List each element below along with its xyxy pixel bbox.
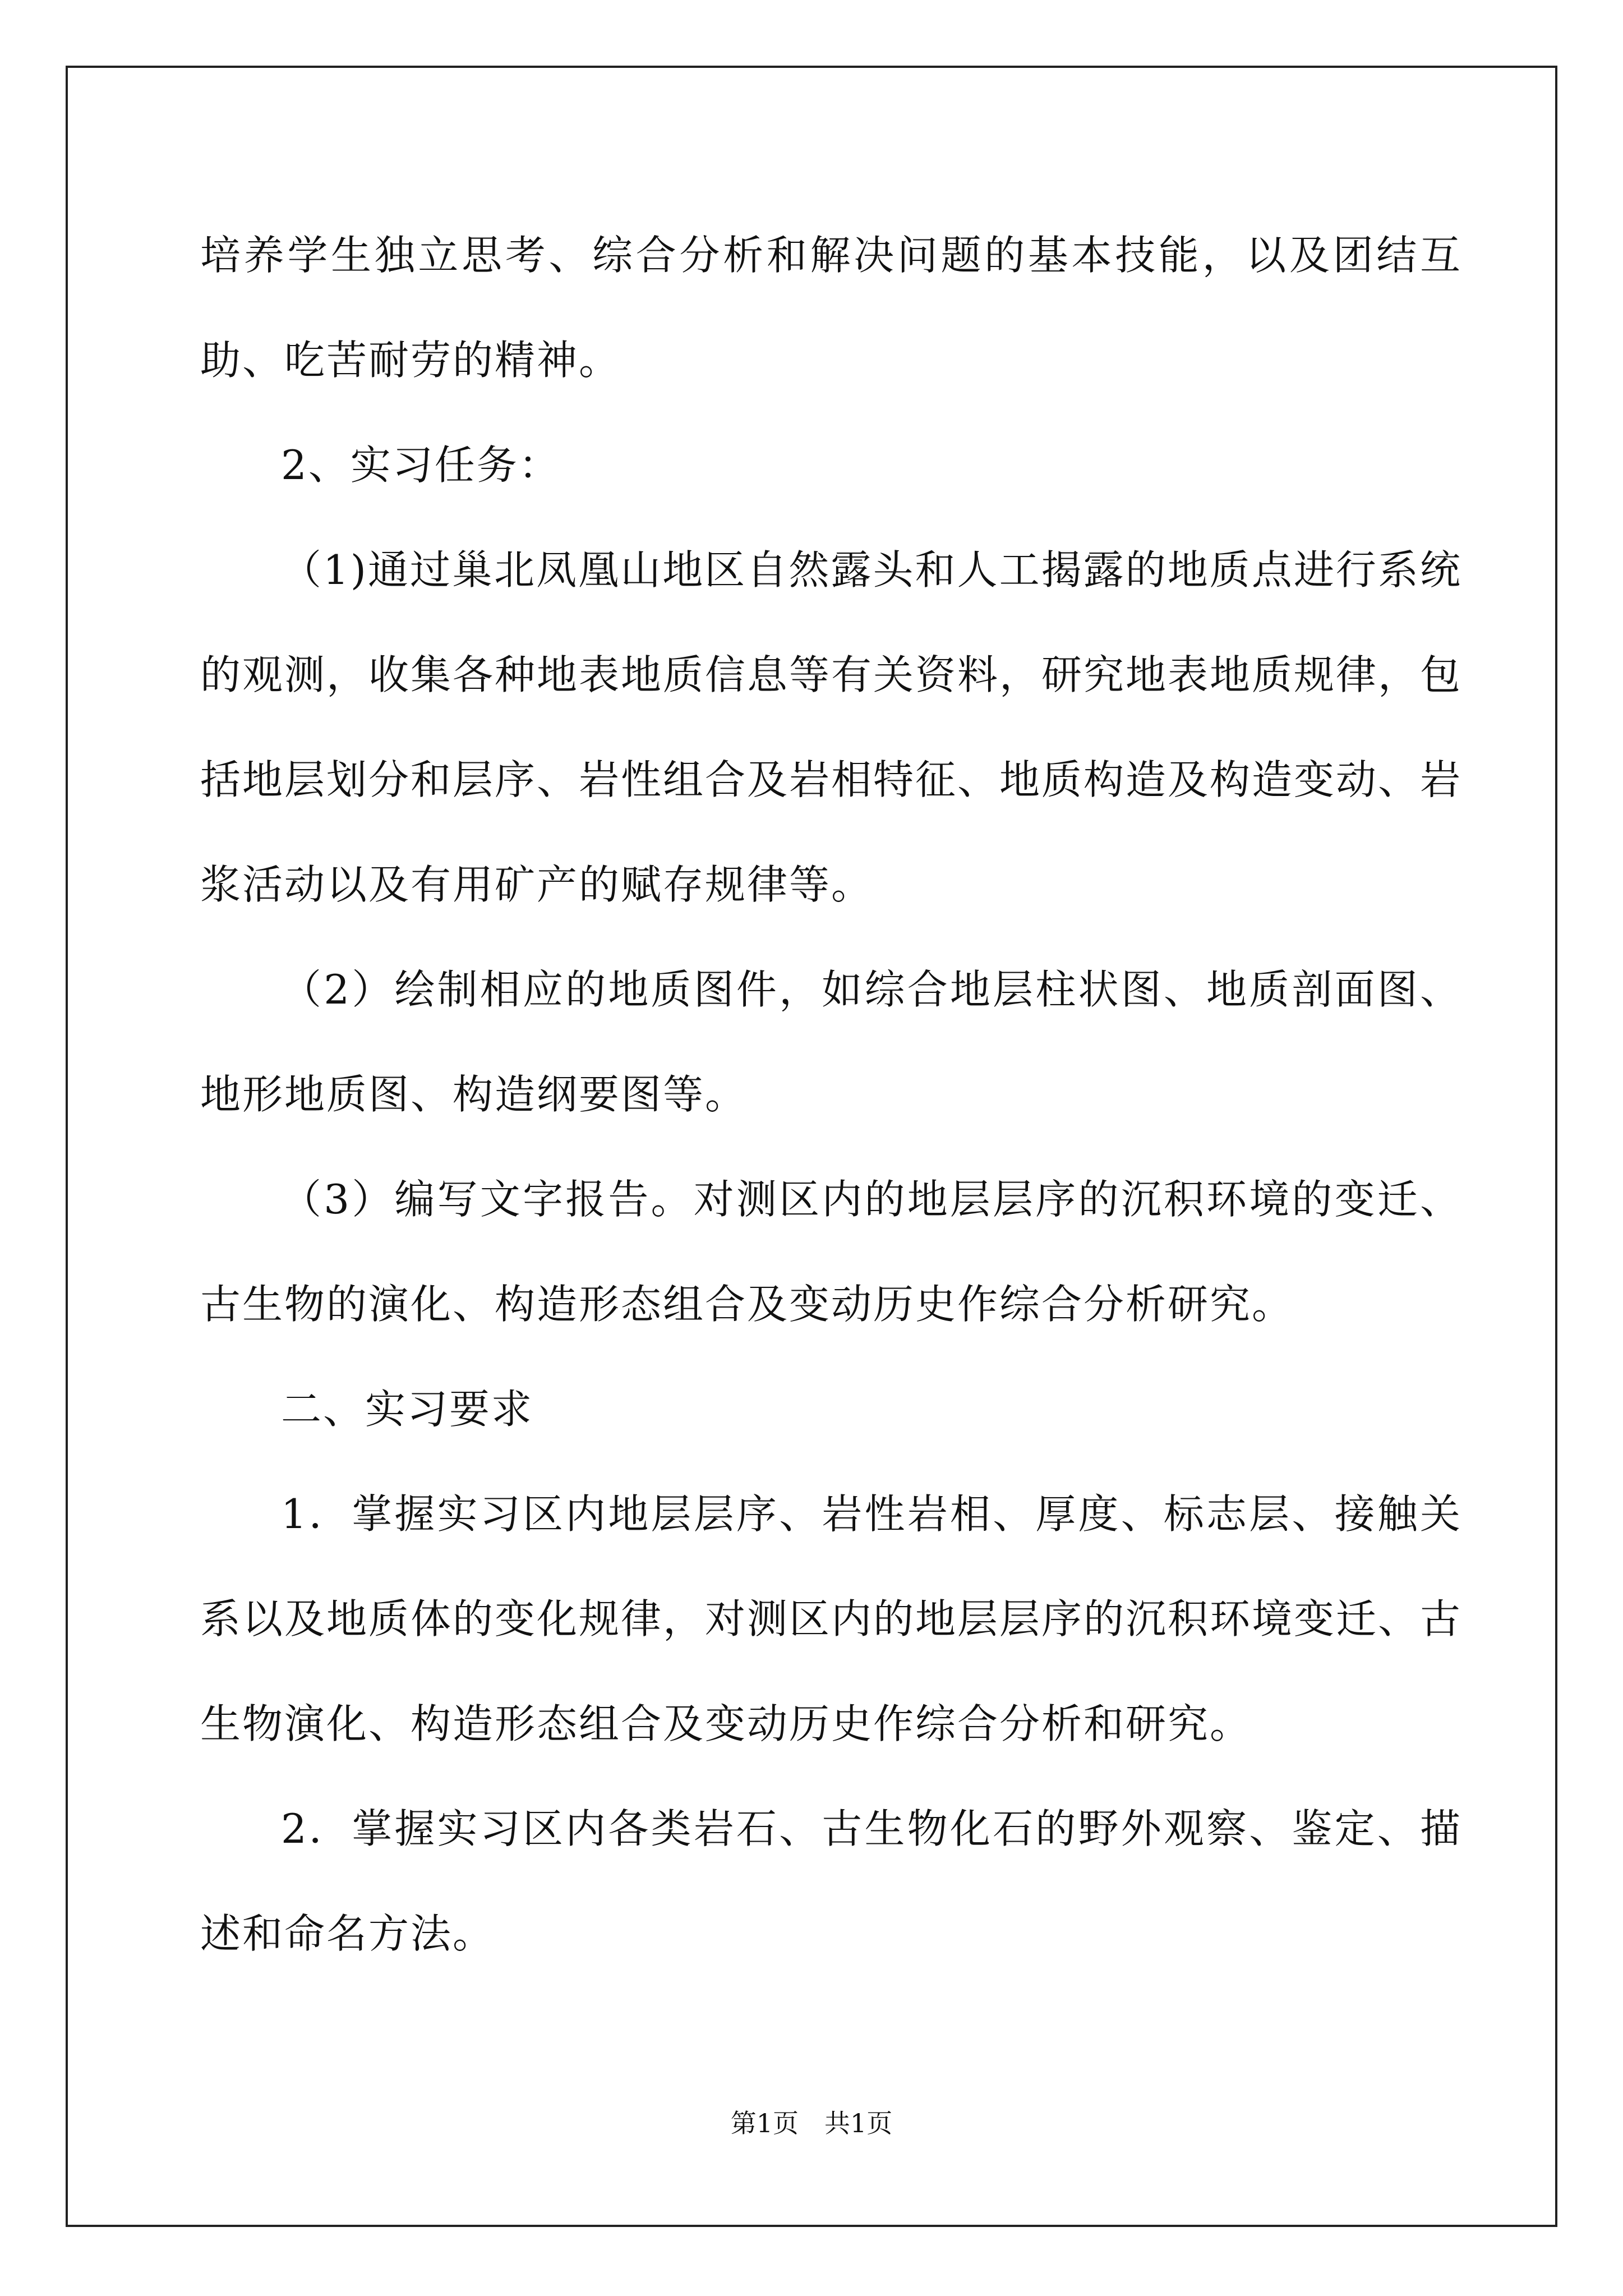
paragraph: （2）绘制相应的地质图件，如综合地层柱状图、地质剖面图、地形地质图、构造纲要图等。	[200, 966, 1462, 1118]
section-heading: 二、实习要求	[281, 1386, 534, 1433]
page-total: 共1页	[824, 2108, 893, 2138]
paragraph: 1．掌握实习区内地层层序、岩性岩相、厚度、标志层、接触关系以及地质体的变化规律，对测区内的地层层序的沉积环境变迁、古生物演化、构造形态组合及变动历史作综合分析和研究。	[200, 1490, 1463, 1747]
document-body	[200, 203, 1462, 1986]
page-footer	[0, 2106, 1623, 2140]
paragraph: 培养学生独立思考、综合分析和解决问题的基本技能，以及团结互助、吃苦耐劳的精神。	[200, 232, 1462, 384]
page-number: 第1页	[730, 2108, 799, 2138]
paragraph: （1)通过巢北凤凰山地区自然露头和人工揭露的地质点进行系统的观测，收集各种地表地质信息等有关资料，研究地表地质规律，包括地层划分和层序、岩性组合及岩相特征、地质构造及构造变动、岩浆活动以及有用矿产的赋存规律等。	[200, 546, 1463, 908]
paragraph: 2、实习任务：	[281, 441, 561, 489]
paragraph: 2．掌握实习区内各类岩石、古生物化石的野外观察、鉴定、描述和命名方法。	[200, 1805, 1462, 1957]
paragraph: （3）编写文字报告。对测区内的地层层序的沉积环境的变迁、古生物的演化、构造形态组合及变动历史作综合分析研究。	[200, 1176, 1462, 1328]
